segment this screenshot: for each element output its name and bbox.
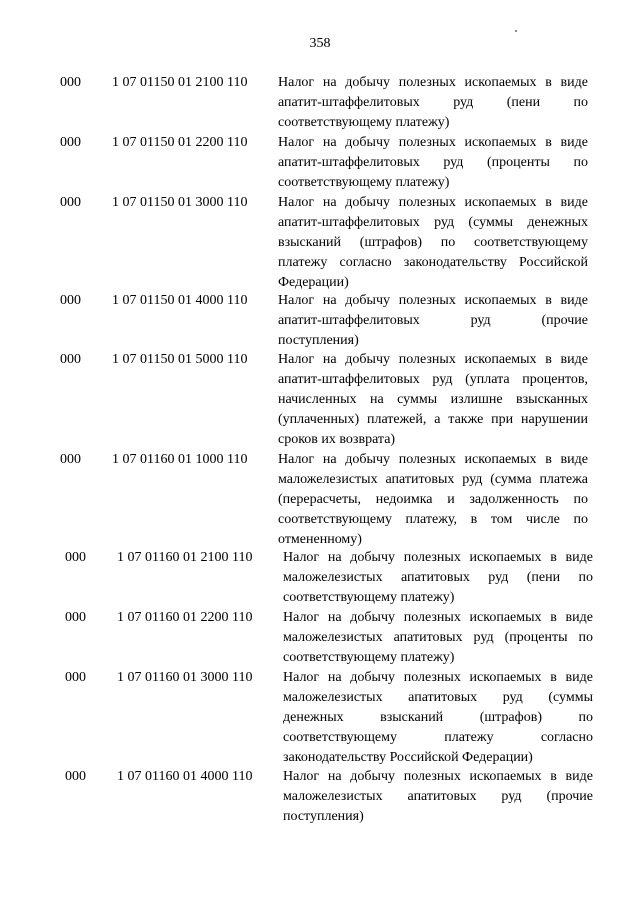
code-description: [278, 291, 588, 351]
description-line: Налог на добычу полезных ископаемых в виде: [283, 610, 593, 625]
code-description: [278, 73, 588, 133]
admin-code: 000: [60, 75, 81, 90]
code-description: [278, 133, 588, 193]
description-line: отмененному): [278, 532, 362, 547]
description-line: сроков их возврата): [278, 432, 396, 447]
budget-classification-code: 1 07 01160 01 2100 110: [117, 550, 253, 565]
code-description: [283, 548, 593, 608]
description-line: апатит-штаффелитовых руд (пени по: [278, 95, 588, 110]
description-line: апатит-штаффелитовых руд (суммы денежных: [278, 215, 588, 230]
code-description: [283, 767, 593, 827]
description-line: соответствующему платежу, в том числе по: [278, 512, 588, 527]
description-line: (уплаченных) платежей, а также при нарушении: [278, 412, 588, 427]
description-line: маложелезистых апатитовых руд (суммы: [283, 690, 593, 705]
admin-code: 000: [60, 293, 81, 308]
description-line: маложелезистых апатитовых руд (сумма платежа: [278, 472, 588, 487]
description-line: платежу согласно законодательству Российской: [278, 255, 588, 270]
admin-code: 000: [60, 195, 81, 210]
description-line: Налог на добычу полезных ископаемых в виде: [278, 135, 588, 150]
description-line: соответствующему платежу): [278, 115, 450, 130]
description-line: апатит-штаффелитовых руд (проценты по: [278, 155, 588, 170]
budget-classification-code: 1 07 01160 01 2200 110: [117, 610, 253, 625]
description-line: соответствующему платежу): [283, 650, 455, 665]
description-line: апатит-штаффелитовых руд (уплата процентов,: [278, 372, 588, 387]
description-line: Федерации): [278, 275, 349, 290]
admin-code: 000: [60, 452, 81, 467]
scan-speck: [515, 30, 517, 32]
description-line: денежных взысканий (штрафов) по: [283, 710, 593, 725]
admin-code: 000: [65, 550, 86, 565]
admin-code: 000: [65, 769, 86, 784]
admin-code: 000: [60, 135, 81, 150]
code-description: [283, 668, 593, 768]
description-line: Налог на добычу полезных ископаемых в виде: [283, 670, 593, 685]
budget-classification-code: 1 07 01150 01 4000 110: [112, 293, 248, 308]
code-description: [278, 350, 588, 450]
budget-classification-code: 1 07 01150 01 2100 110: [112, 75, 248, 90]
budget-classification-code: 1 07 01150 01 3000 110: [112, 195, 248, 210]
description-line: (перерасчеты, недоимка и задолженность по: [278, 492, 588, 507]
description-line: маложелезистых апатитовых руд (проценты по: [283, 630, 593, 645]
budget-classification-code: 1 07 01160 01 1000 110: [112, 452, 248, 467]
description-line: Налог на добычу полезных ископаемых в виде: [278, 75, 588, 90]
description-line: поступления): [278, 333, 359, 348]
budget-classification-code: 1 07 01160 01 4000 110: [117, 769, 253, 784]
admin-code: 000: [60, 352, 81, 367]
description-line: маложелезистых апатитовых руд (пени по: [283, 570, 593, 585]
description-line: Налог на добычу полезных ископаемых в виде: [283, 550, 593, 565]
code-description: [283, 608, 593, 668]
description-line: соответствующему платежу): [278, 175, 450, 190]
description-line: Налог на добычу полезных ископаемых в виде: [278, 452, 588, 467]
description-line: Налог на добычу полезных ископаемых в виде: [278, 195, 588, 210]
admin-code: 000: [65, 670, 86, 685]
description-line: маложелезистых апатитовых руд (прочие: [283, 789, 593, 804]
description-line: начисленных на суммы излишне взысканных: [278, 392, 588, 407]
code-description: [278, 450, 588, 550]
description-line: Налог на добычу полезных ископаемых в виде: [278, 352, 588, 367]
budget-classification-code: 1 07 01150 01 2200 110: [112, 135, 248, 150]
page-number: 358: [309, 36, 331, 51]
description-line: Налог на добычу полезных ископаемых в виде: [283, 769, 593, 784]
description-line: апатит-штаффелитовых руд (прочие: [278, 313, 588, 328]
description-line: Налог на добычу полезных ископаемых в виде: [278, 293, 588, 308]
budget-classification-code: 1 07 01160 01 3000 110: [117, 670, 253, 685]
code-description: [278, 193, 588, 293]
budget-classification-code: 1 07 01150 01 5000 110: [112, 352, 248, 367]
admin-code: 000: [65, 610, 86, 625]
description-line: соответствующему платежу согласно: [283, 730, 593, 745]
description-line: соответствующему платежу): [283, 590, 455, 605]
description-line: взысканий (штрафов) по соответствующему: [278, 235, 588, 250]
description-line: поступления): [283, 809, 364, 824]
description-line: законодательству Российской Федерации): [283, 750, 533, 765]
